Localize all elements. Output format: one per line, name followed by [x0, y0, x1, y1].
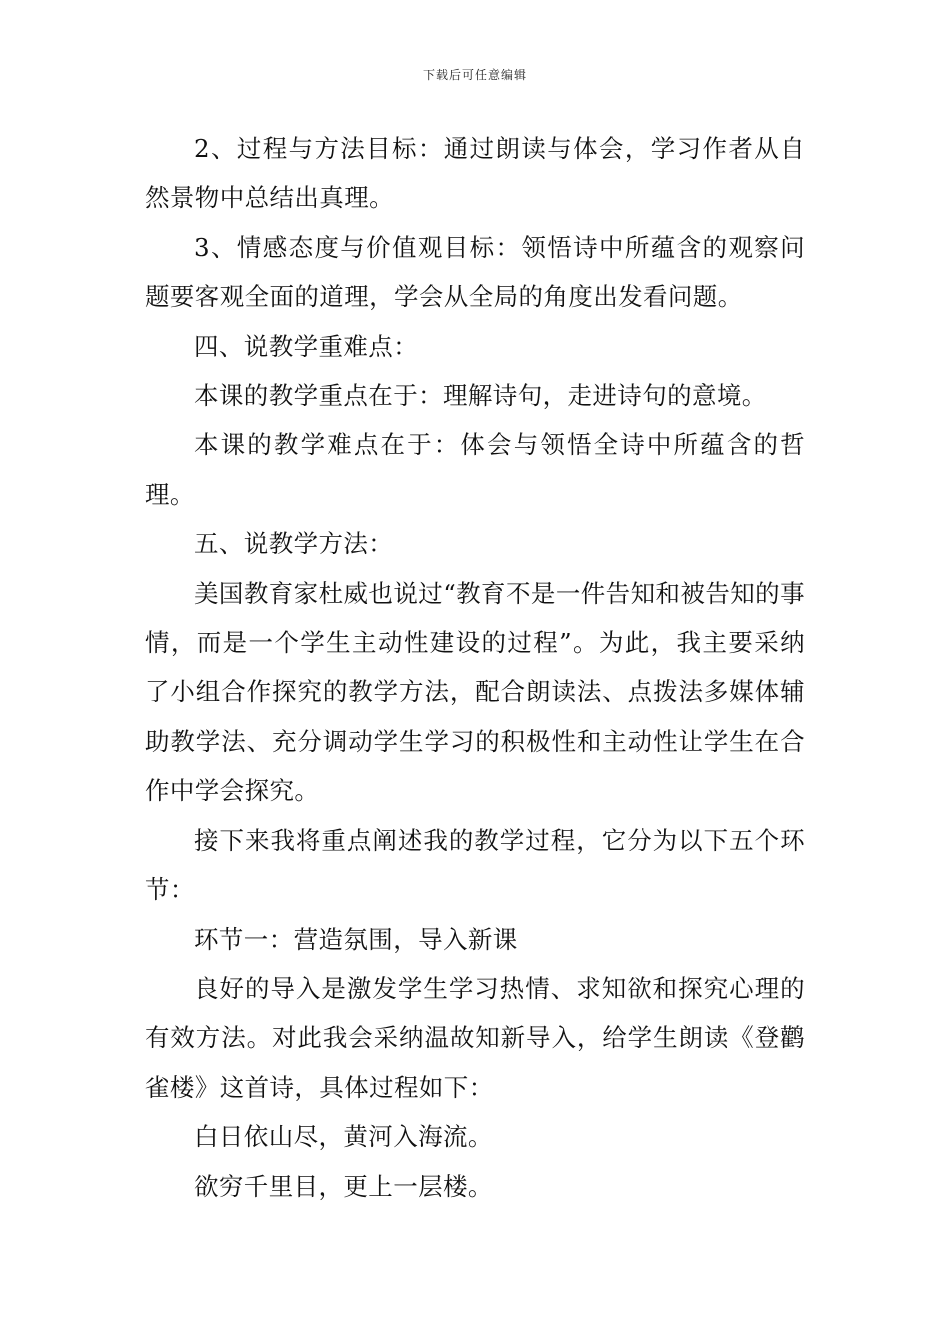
- section-heading-teaching-methods: 五、说教学方法：: [194, 529, 394, 559]
- paragraph-emotion-value-goal: 3、情感态度与价值观目标：领悟诗中所蕴含的观察问题要客观全面的道理，学会从全局的角度出发看问题。: [145, 232, 805, 312]
- section-heading-key-points: 四、说教学重难点：: [194, 331, 419, 361]
- paragraph-key-point: 本课的教学重点在于：理解诗句，走进诗句的意境。: [194, 381, 767, 411]
- page-header: 下载后可任意编辑: [422, 68, 527, 82]
- poem-line-2: 欲穷千里目，更上一层楼。: [194, 1171, 493, 1201]
- paragraph-difficult-point: 本课的教学难点在于：体会与领悟全诗中所蕴含的哲理。: [145, 430, 805, 509]
- paragraph-process-method-goal: 2、过程与方法目标：通过朗读与体会，学习作者从自然景物中总结出真理。: [145, 134, 805, 213]
- paragraph-introduction: 良好的导入是激发学生学习热情、求知欲和探究心理的有效方法。对此我会采纳温故知新导入，给学生朗读《登鹳雀楼》这首诗，具体过程如下：: [145, 973, 805, 1102]
- document-body: [145, 124, 805, 1211]
- paragraph-process-intro: 接下来我将重点阐述我的教学过程，它分为以下五个环节：: [145, 825, 805, 905]
- poem-line-1: 白日依山尽，黄河入海流。: [194, 1122, 493, 1152]
- paragraph-teaching-methods: 美国教育家杜威也说过“教育不是一件告知和被告知的事情，而是一个学生主动性建设的过程”。为此，我主要采纳了小组合作探究的教学方法，配合朗读法、点拨法多媒体辅助教学法、充分调动学生学习的积极性和主动性让学生在合作中学会探究。: [145, 578, 805, 806]
- section-heading-step-one: 环节一：营造氛围，导入新课: [194, 924, 518, 954]
